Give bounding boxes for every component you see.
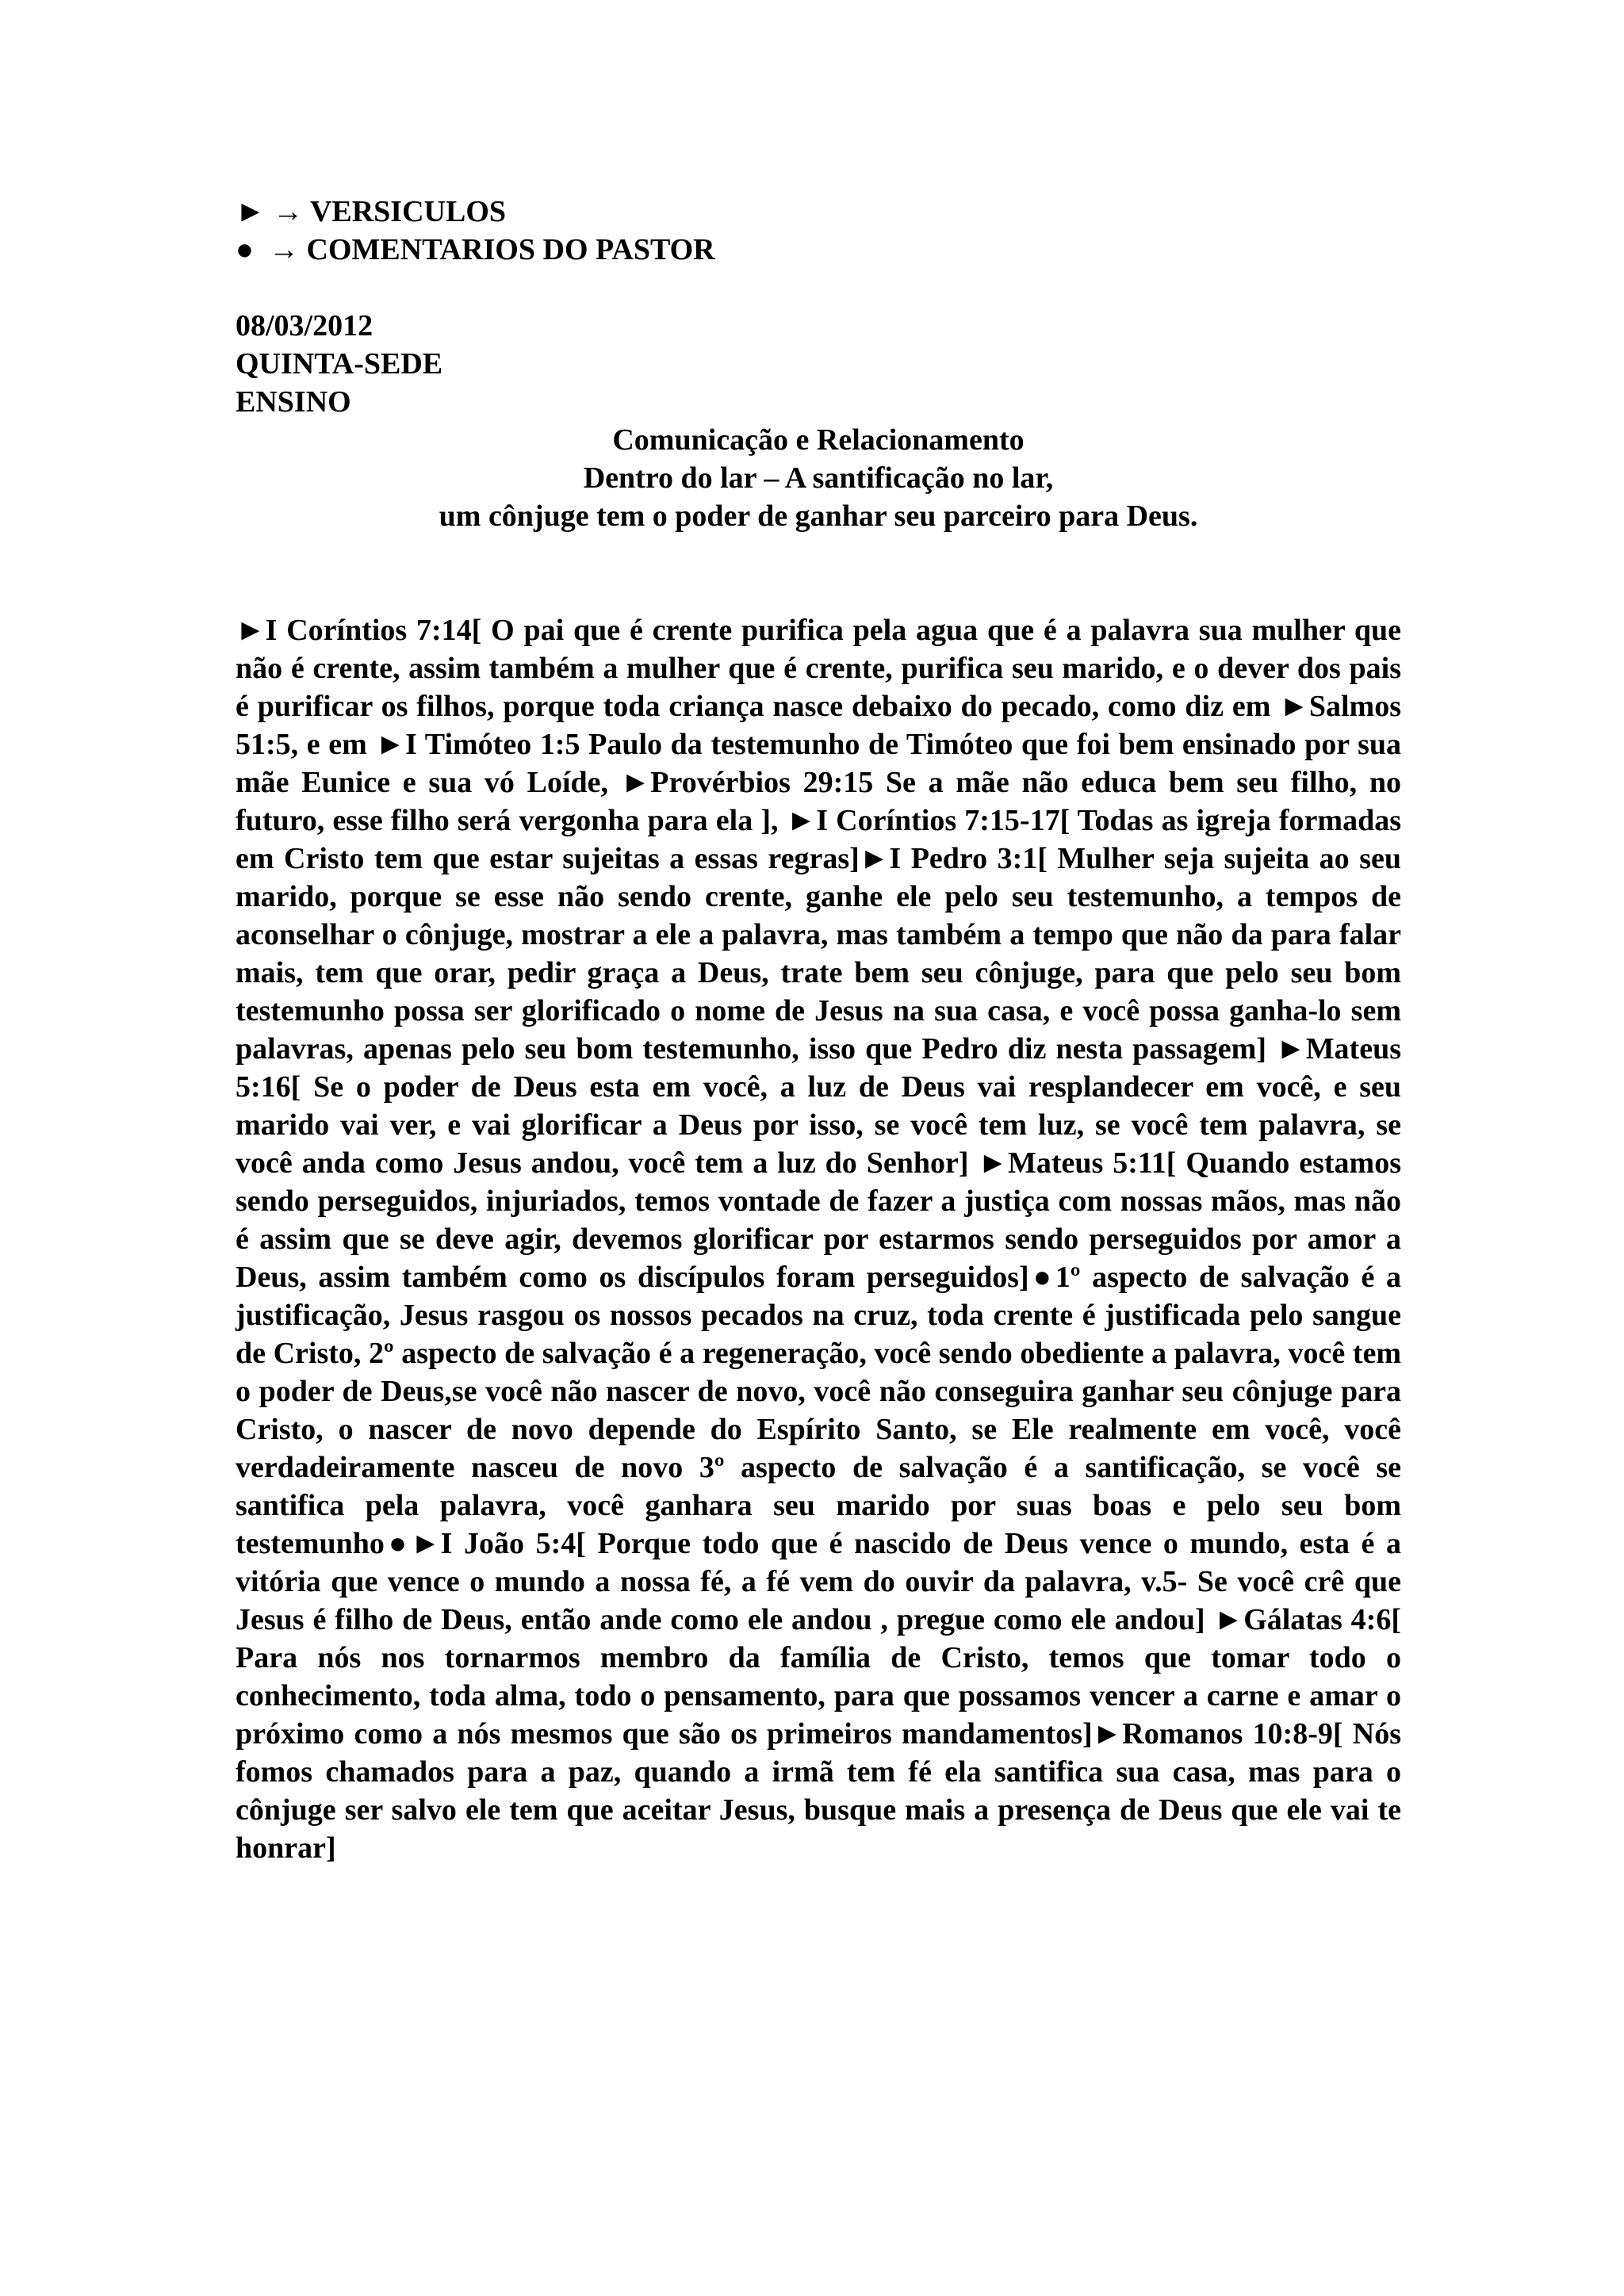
spacer: [236, 535, 1401, 611]
category-line: ENSINO: [236, 385, 351, 419]
body-paragraph: ►I Coríntios 7:14[ O pai que é crente purifica pela agua que é a palavra sua mulher que não é crente, assim também a mulher que é crente, purifica seu marido, e o dever dos pais é purificar os filhos, porque toda criança nasce debaixo do pecado, como diz em ►Salmos 51:5, e em ►I Timóteo 1:5 Paulo da testemunho de Timóteo que foi bem ensinado por sua mãe Eunice e sua vó Loíde, ►Provérbios 29:15 Se a mãe não educa bem seu filho, no futuro, esse filho será vergonha para ela ], ►I Coríntios 7:15-17[ Todas as igreja formadas em Cristo tem que estar sujeitas a essas regras]►I Pedro 3:1[ Mulher seja sujeita ao seu marido, porque se esse não sendo crente, ganhe ele pelo seu testemunho, a tempos de aconselhar o cônjuge, mostrar a ele a palavra, mas também a tempo que não da para falar mais, tem que orar, pedir graça a Deus, trate bem seu cônjuge, para que pelo seu bom testemunho possa ser glorificado o nome de Jesus na sua casa, e você possa ganha-lo sem palavras, apenas pelo seu bom testemunho, isso que Pedro diz nesta passagem] ►Mateus 5:16[ Se o poder de Deus esta em você, a luz de Deus vai resplandecer em você, e seu marido vai ver, e vai glorificar a Deus por isso, se você tem luz, se você tem palavra, se você anda como Jesus andou, você tem a luz do Senhor] ►Mateus 5:11[ Quando estamos sendo perseguidos, injuriados, temos vontade de fazer a justiça com nossas mãos, mas não é assim que se deve agir, devemos glorificar por estarmos sendo perseguidos por amor a Deus, assim também como os discípulos foram perseguidos]●1º aspecto de salvação é a justificação, Jesus rasgou os nossos pecados na cruz, toda crente é justificada pelo sangue de Cristo, 2º aspecto de salvação é a regeneração, você sendo obediente a palavra, você tem o poder de Deus,se você não nascer de novo, você não conseguira ganhar seu cônjuge para Cristo, o nascer de novo depende do Espírito Santo, se Ele realmente em você, você verdadeiramente nasceu de novo 3º aspecto de salvação é a santificação, se você se santifica pela palavra, você ganhara seu marido por suas boas e pelo seu bom testemunho●►I João 5:4[ Porque todo que é nascido de Deus vence o mundo, esta é a vitória que vence o mundo a nossa fé, a fé vem do ouvir da palavra, v.5- Se você crê que Jesus é filho de Deus, então ande como ele andou , pregue como ele andou] ►Gálatas 4:6[ Para nós nos tornarmos membro da família de Cristo, temos que tomar todo o conhecimento, toda alma, todo o pensamento, para que possamos vencer a carne e amar o próximo como a nós mesmos que são os primeiros mandamentos]►Romanos 10:8-9[ Nós fomos chamados para a paz, quando a irmã tem fé ela santifica sua casa, mas para o cônjuge ser salvo ele tem que aceitar Jesus, busque mais a presença de Deus que ele vai te honrar]: [236, 614, 1401, 1865]
document-title: [236, 421, 1401, 535]
date-line: 08/03/2012: [236, 309, 373, 342]
document-page: [236, 193, 1401, 1867]
title-line-3: um cônjuge tem o poder de ganhar seu parceiro para Deus.: [439, 499, 1198, 533]
legend: [236, 193, 1401, 269]
title-line-1: Comunicação e Relacionamento: [612, 423, 1025, 457]
legend-label: VERSICULOS: [309, 195, 507, 228]
document-meta: [236, 307, 1401, 421]
legend-symbols: ► →: [236, 195, 310, 228]
day-line: QUINTA-SEDE: [236, 347, 443, 381]
spacer: [236, 269, 1401, 307]
legend-item-comments: [236, 231, 1401, 269]
legend-item-verses: [236, 193, 1401, 231]
title-line-2: Dentro do lar – A santificação no lar,: [583, 461, 1054, 495]
legend-label: COMENTARIOS DO PASTOR: [306, 233, 715, 266]
legend-symbols: ● →: [236, 233, 307, 266]
